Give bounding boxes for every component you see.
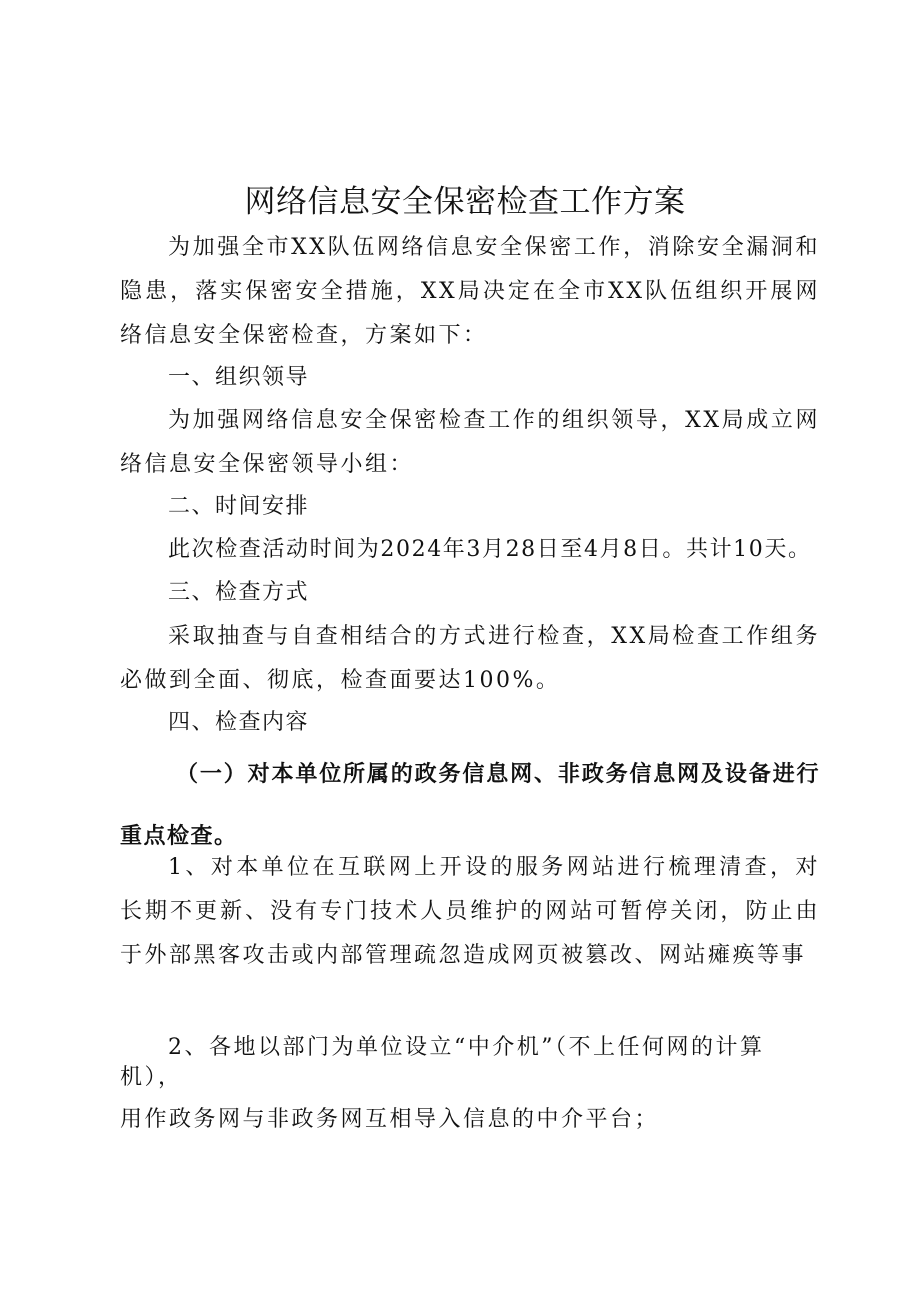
section-body-schedule: 此次检查活动时间为2024年3月28日至4月8日。共计10天。 — [168, 537, 812, 562]
content-item-2-line-1: 2、各地以部门为单位设立“中介机”（不上任何网的计算机）， — [120, 1035, 765, 1090]
intro-paragraph: 为加强全市XX队伍网络信息安全保密工作，消除安全漏洞和隐患，落实保密安全措施，XX局决定在全市XX队伍组织开展网络信息安全保密检查，方案如下： — [120, 235, 820, 348]
section-body-method: 采取抽查与自查相结合的方式进行检查，XX局检查工作组务必做到全面、彻底，检查面要达100%。 — [120, 624, 820, 693]
document-title: 网络信息安全保密检查工作方案 — [244, 184, 686, 220]
section-heading-content: 四、检查内容 — [168, 710, 310, 735]
content-item-1: 1、对本单位在互联网上开设的服务网站进行梳理清查，对长期不更新、没有专门技术人员维护的网站可暂停关闭，防止由于外部黑客攻击或内部管理疏忽造成网页被篡改、网站瘫痪等事 — [120, 855, 820, 968]
content-item-2-line-2: 用作政务网与非政务网互相导入信息的中介平台； — [120, 1107, 660, 1132]
subsection-title: （一）对本单位所属的政务信息网、非政务信息网及设备进行重点检查。 — [120, 762, 820, 849]
section-heading-method: 三、检查方式 — [168, 580, 310, 605]
section-heading-organization: 一、组织领导 — [168, 365, 310, 390]
section-heading-schedule: 二、时间安排 — [168, 494, 310, 519]
section-body-organization: 为加强网络信息安全保密检查工作的组织领导，XX局成立网络信息安全保密领导小组： — [120, 408, 820, 477]
